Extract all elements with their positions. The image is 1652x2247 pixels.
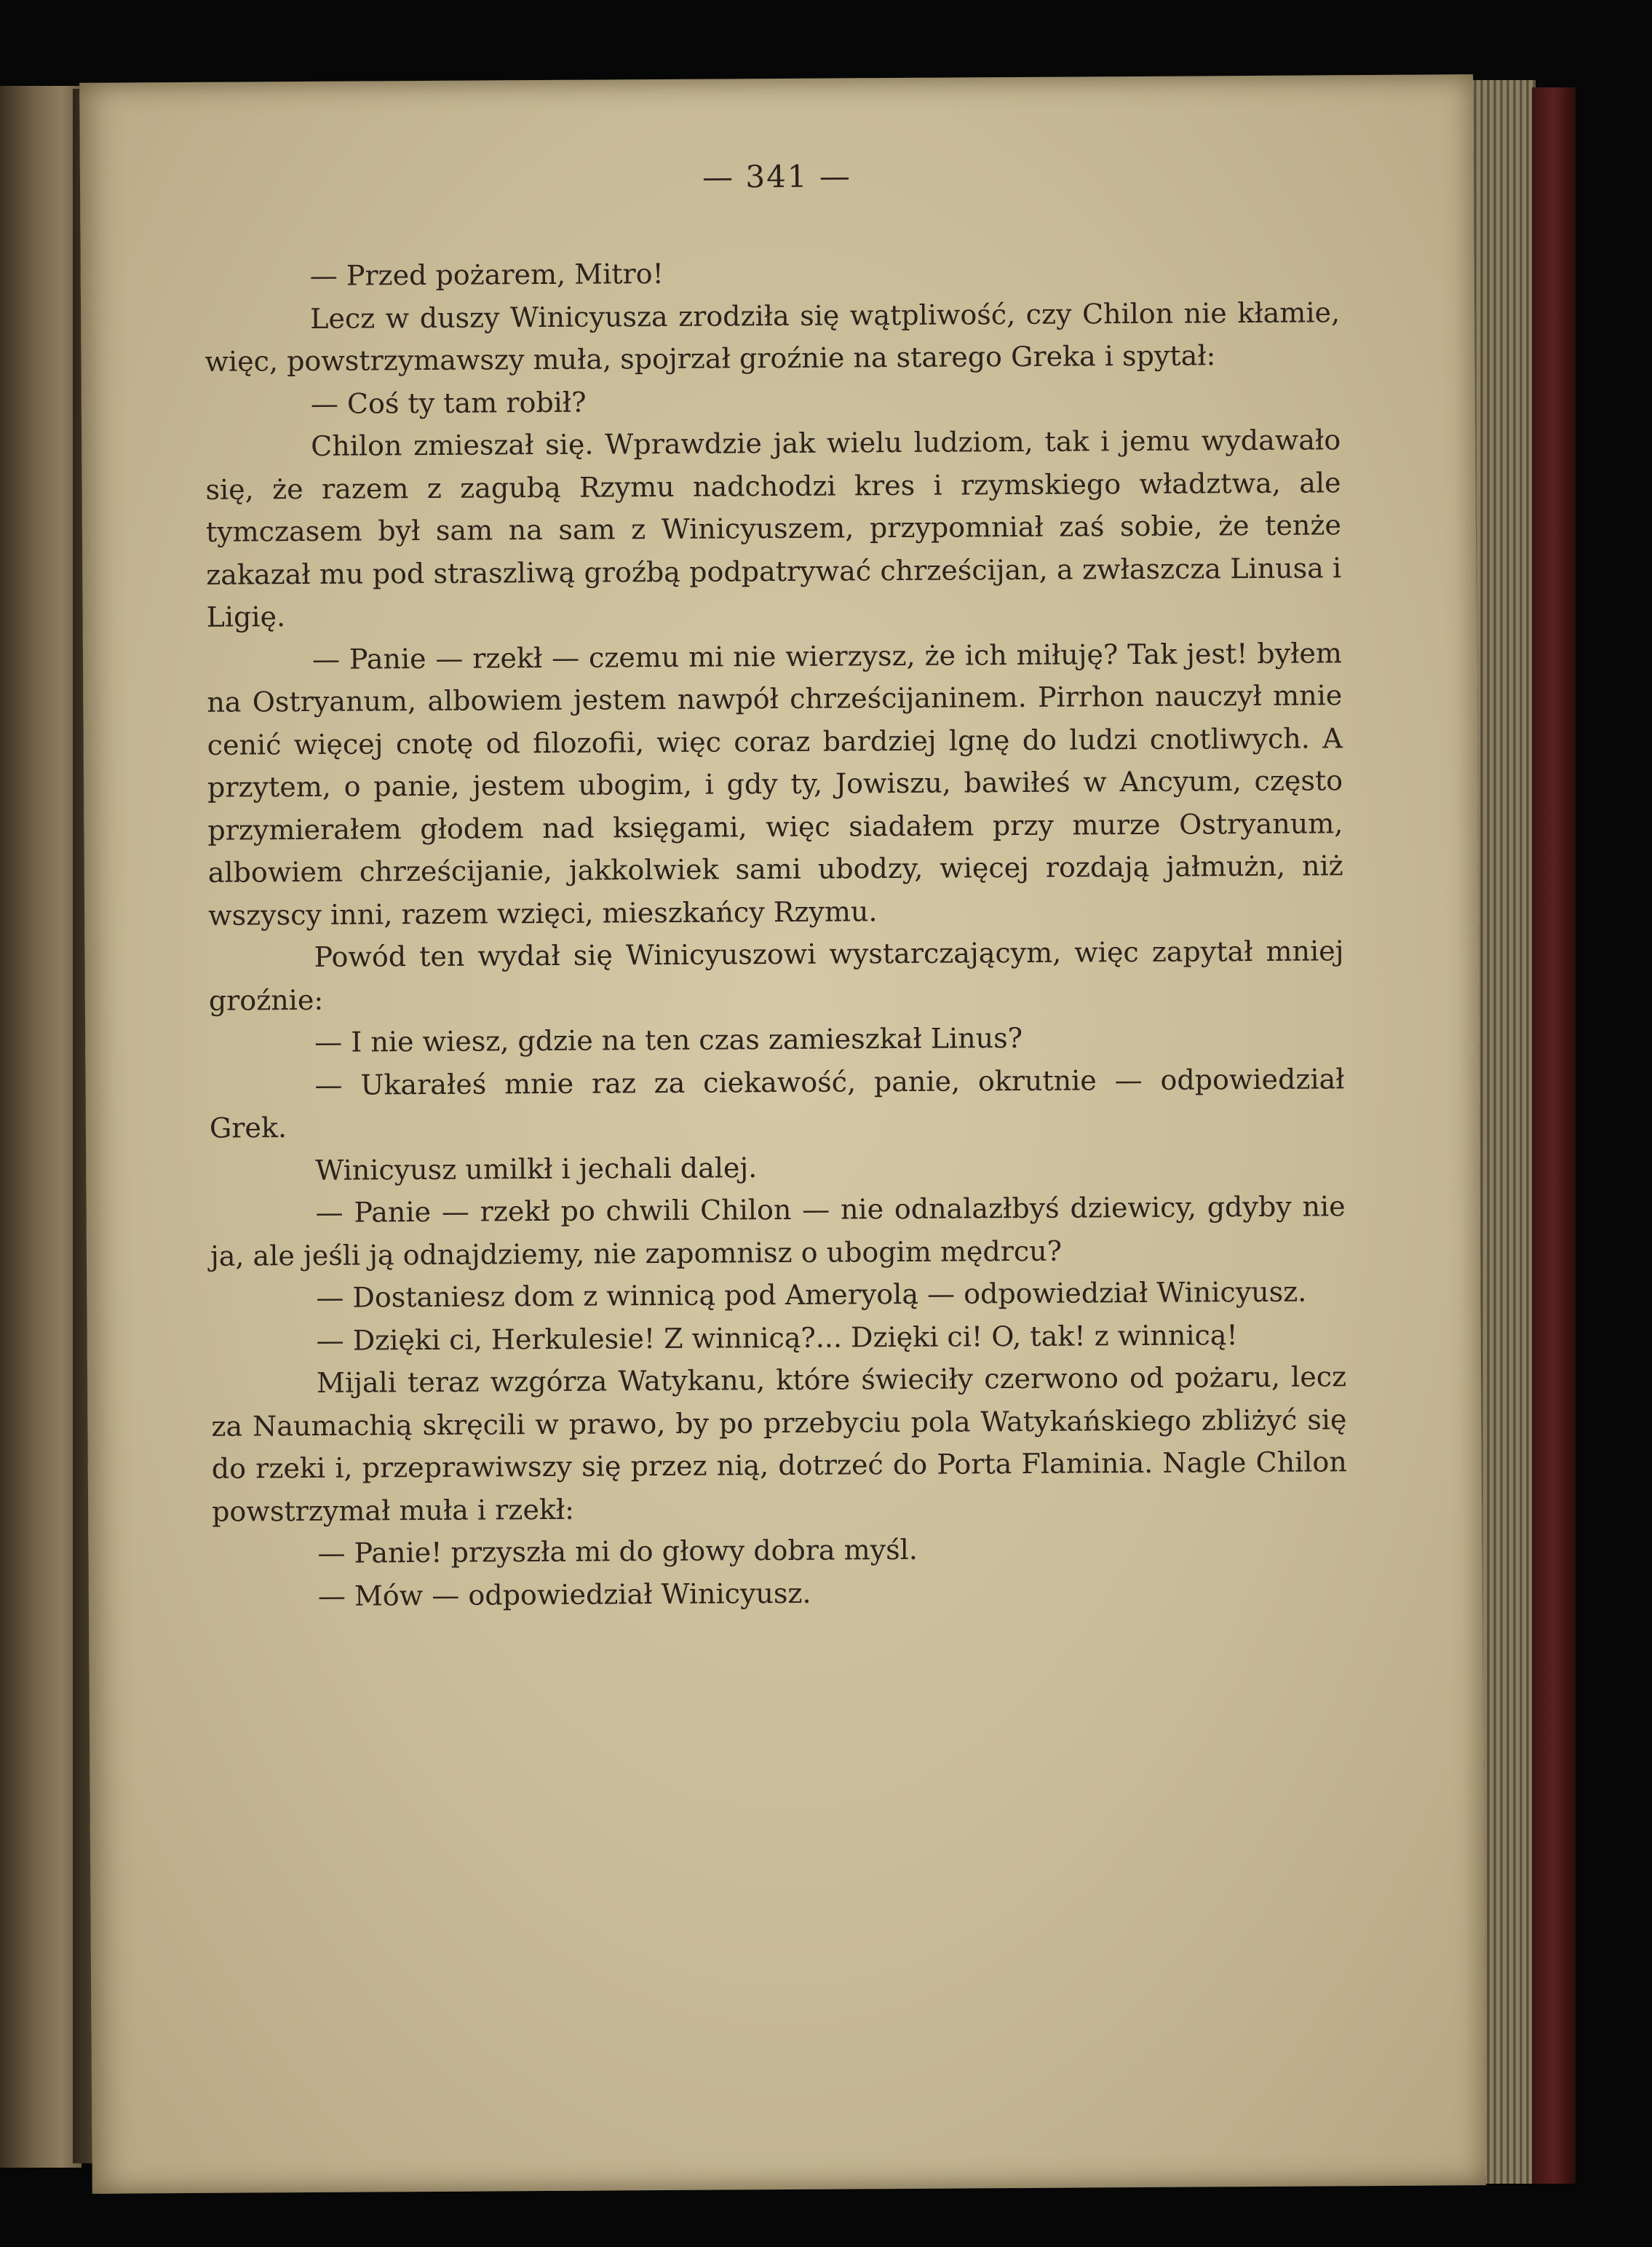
book-cover-edge <box>1532 87 1576 2184</box>
paragraph: — Coś ty tam robił? <box>310 386 587 420</box>
page-text <box>204 248 1348 1617</box>
page-number: — 341 — <box>702 158 852 195</box>
paragraph: Lecz w duszy Winicyusza zrodziła się wątpliwość, czy Chilon nie kłamie, więc, powstrzymawszy muła, spojrzał groźnie na starego Greka i spytał: <box>204 296 1341 378</box>
paragraph: Chilon zmieszał się. Wprawdzie jak wielu ludziom, tak i jemu wydawało się, że razem z zagubą Rzymu nadchodzi kres i rzymskiego władztwa, ale tymczasem był sam na sam z Winicyuszem, przypomniał zaś sobie, że tenże zakazał mu pod straszliwą groźbą podpatrywać chrześcijan, a zwłaszcza Linusa i Ligię. <box>205 424 1342 633</box>
paragraph: — Ukarałeś mnie raz za ciekawość, panie, okrutnie — odpowiedział Grek. <box>209 1062 1345 1144</box>
paragraph: — Przed pożarem, Mitro! <box>309 257 664 292</box>
paragraph: — Panie — rzekł po chwili Chilon — nie odnalazłbyś dziewicy, gdyby nie ja, ale jeśli ją odnajdziemy, nie zapomnisz o ubogim mędrcu? <box>210 1190 1346 1272</box>
paragraph: — Panie! przyszła mi do głowy dobra myśl. <box>317 1533 918 1569</box>
paragraph: — Dzięki ci, Herkulesie! Z winnicą?... Dzięki ci! O, tak! z winnicą! <box>316 1318 1238 1357</box>
paragraph: Mijali teraz wzgórza Watykanu, które świeciły czerwono od pożaru, lecz za Naumachią skręcili w prawo, by po przebyciu pola Watykańskiego zbliżyć się do rzeki i, przeprawiwszy się przez nią, dotrzeć do Porta Flaminia. Nagle Chilon powstrzymał muła i rzekł: <box>211 1360 1347 1528</box>
paragraph: Winicyusz umilkł i jechali dalej. <box>315 1151 758 1186</box>
paragraph: — Dostaniesz dom z winnicą pod Ameryolą — odpowiedział Winicyusz. <box>316 1275 1307 1314</box>
previous-page-edge <box>0 86 82 2168</box>
paragraph: — Panie — rzekł — czemu mi nie wierzysz, że ich miłuję? Tak jest! byłem na Ostryanum, albowiem jestem nawpół chrześcijaninem. Pirrhon nauczył mnie cenić więcej cnotę od filozofii, więc coraz bardziej lgnę do ludzi cnotliwych. A przytem, o panie, jestem ubogim, i gdy ty, Jowiszu, bawiłeś w Ancyum, często przymierałem głodem nad księgami, więc siadałem przy murze Ostryanum, albowiem chrześcijanie, jakkolwiek sami ubodzy, więcej rozdają jałmużn, niż wszyscy inni, razem wzięci, mieszkańcy Rzymu. <box>207 636 1343 932</box>
paragraph: — Mów — odpowiedział Winicyusz. <box>317 1577 811 1612</box>
book-page <box>79 74 1486 2194</box>
paragraph: Powód ten wydał się Winicyuszowi wystarczającym, więc zapytał mniej groźnie: <box>208 935 1344 1017</box>
paragraph: — I nie wiesz, gdzie na ten czas zamieszkał Linus? <box>314 1021 1023 1058</box>
